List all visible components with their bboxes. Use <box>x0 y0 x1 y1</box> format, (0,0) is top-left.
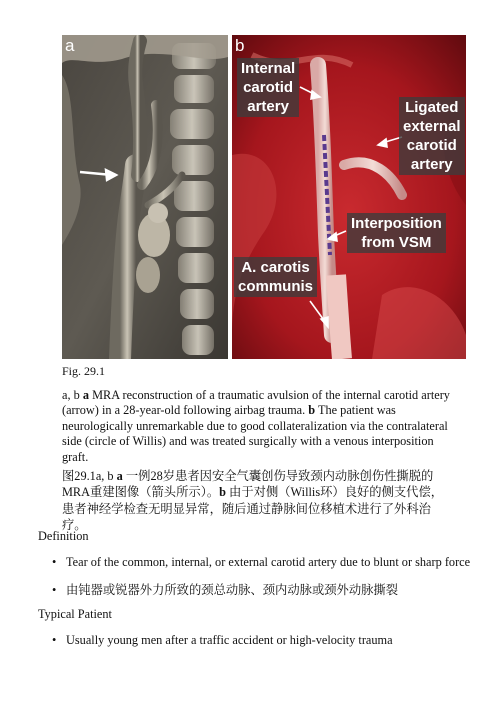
panel-letter-b: b <box>235 36 245 55</box>
label-a-carotis-communis: A. carotis communis <box>234 257 317 297</box>
typical-patient-bullet: • Usually young men after a traffic accident or high-velocity trauma <box>52 633 393 648</box>
caption-english: a, b a MRA reconstruction of a traumatic avulsion of the internal carotid artery (arrow) in a 28-year-old following airbag trauma. b The patient was neurologically unremarkable due to good collateralization via the contralateral side (circle of Willis) and was treated surgically with a venous interposition graft. <box>62 388 450 464</box>
typical-patient-heading: Typical Patient <box>38 607 112 621</box>
label-ligated-external-carotid-artery: Ligated external carotid artery <box>399 97 465 175</box>
panel-letter-a: a <box>65 36 75 55</box>
mra-reconstruction-image <box>62 35 228 359</box>
label-internal-carotid-artery: Internal carotid artery <box>237 58 299 117</box>
definition-bullet-english: • Tear of the common, internal, or external carotid artery due to blunt or sharp force <box>52 555 470 570</box>
caption-chinese: 图29.1a, b a 一例28岁患者因安全气囊创伤导致颈内动脉创伤性撕脱的MRA重建图像（箭头所示）。b 由于对侧（Willis环）良好的侧支代偿，患者神经学检查无明显异常，随后通过静脉间位移植术进行了外科治疗。 <box>62 469 444 533</box>
definition-bullet-chinese: • 由钝器或锐器外力所致的颈总动脉、颈内动脉或颈外动脉撕裂 <box>52 580 398 598</box>
surgical-photo <box>232 35 466 359</box>
label-interposition-from-vsm: Interposition from VSM <box>347 213 446 253</box>
figure-number: Fig. 29.1 <box>62 364 106 378</box>
definition-heading: Definition <box>38 529 89 543</box>
figure-29-1 <box>62 35 466 359</box>
